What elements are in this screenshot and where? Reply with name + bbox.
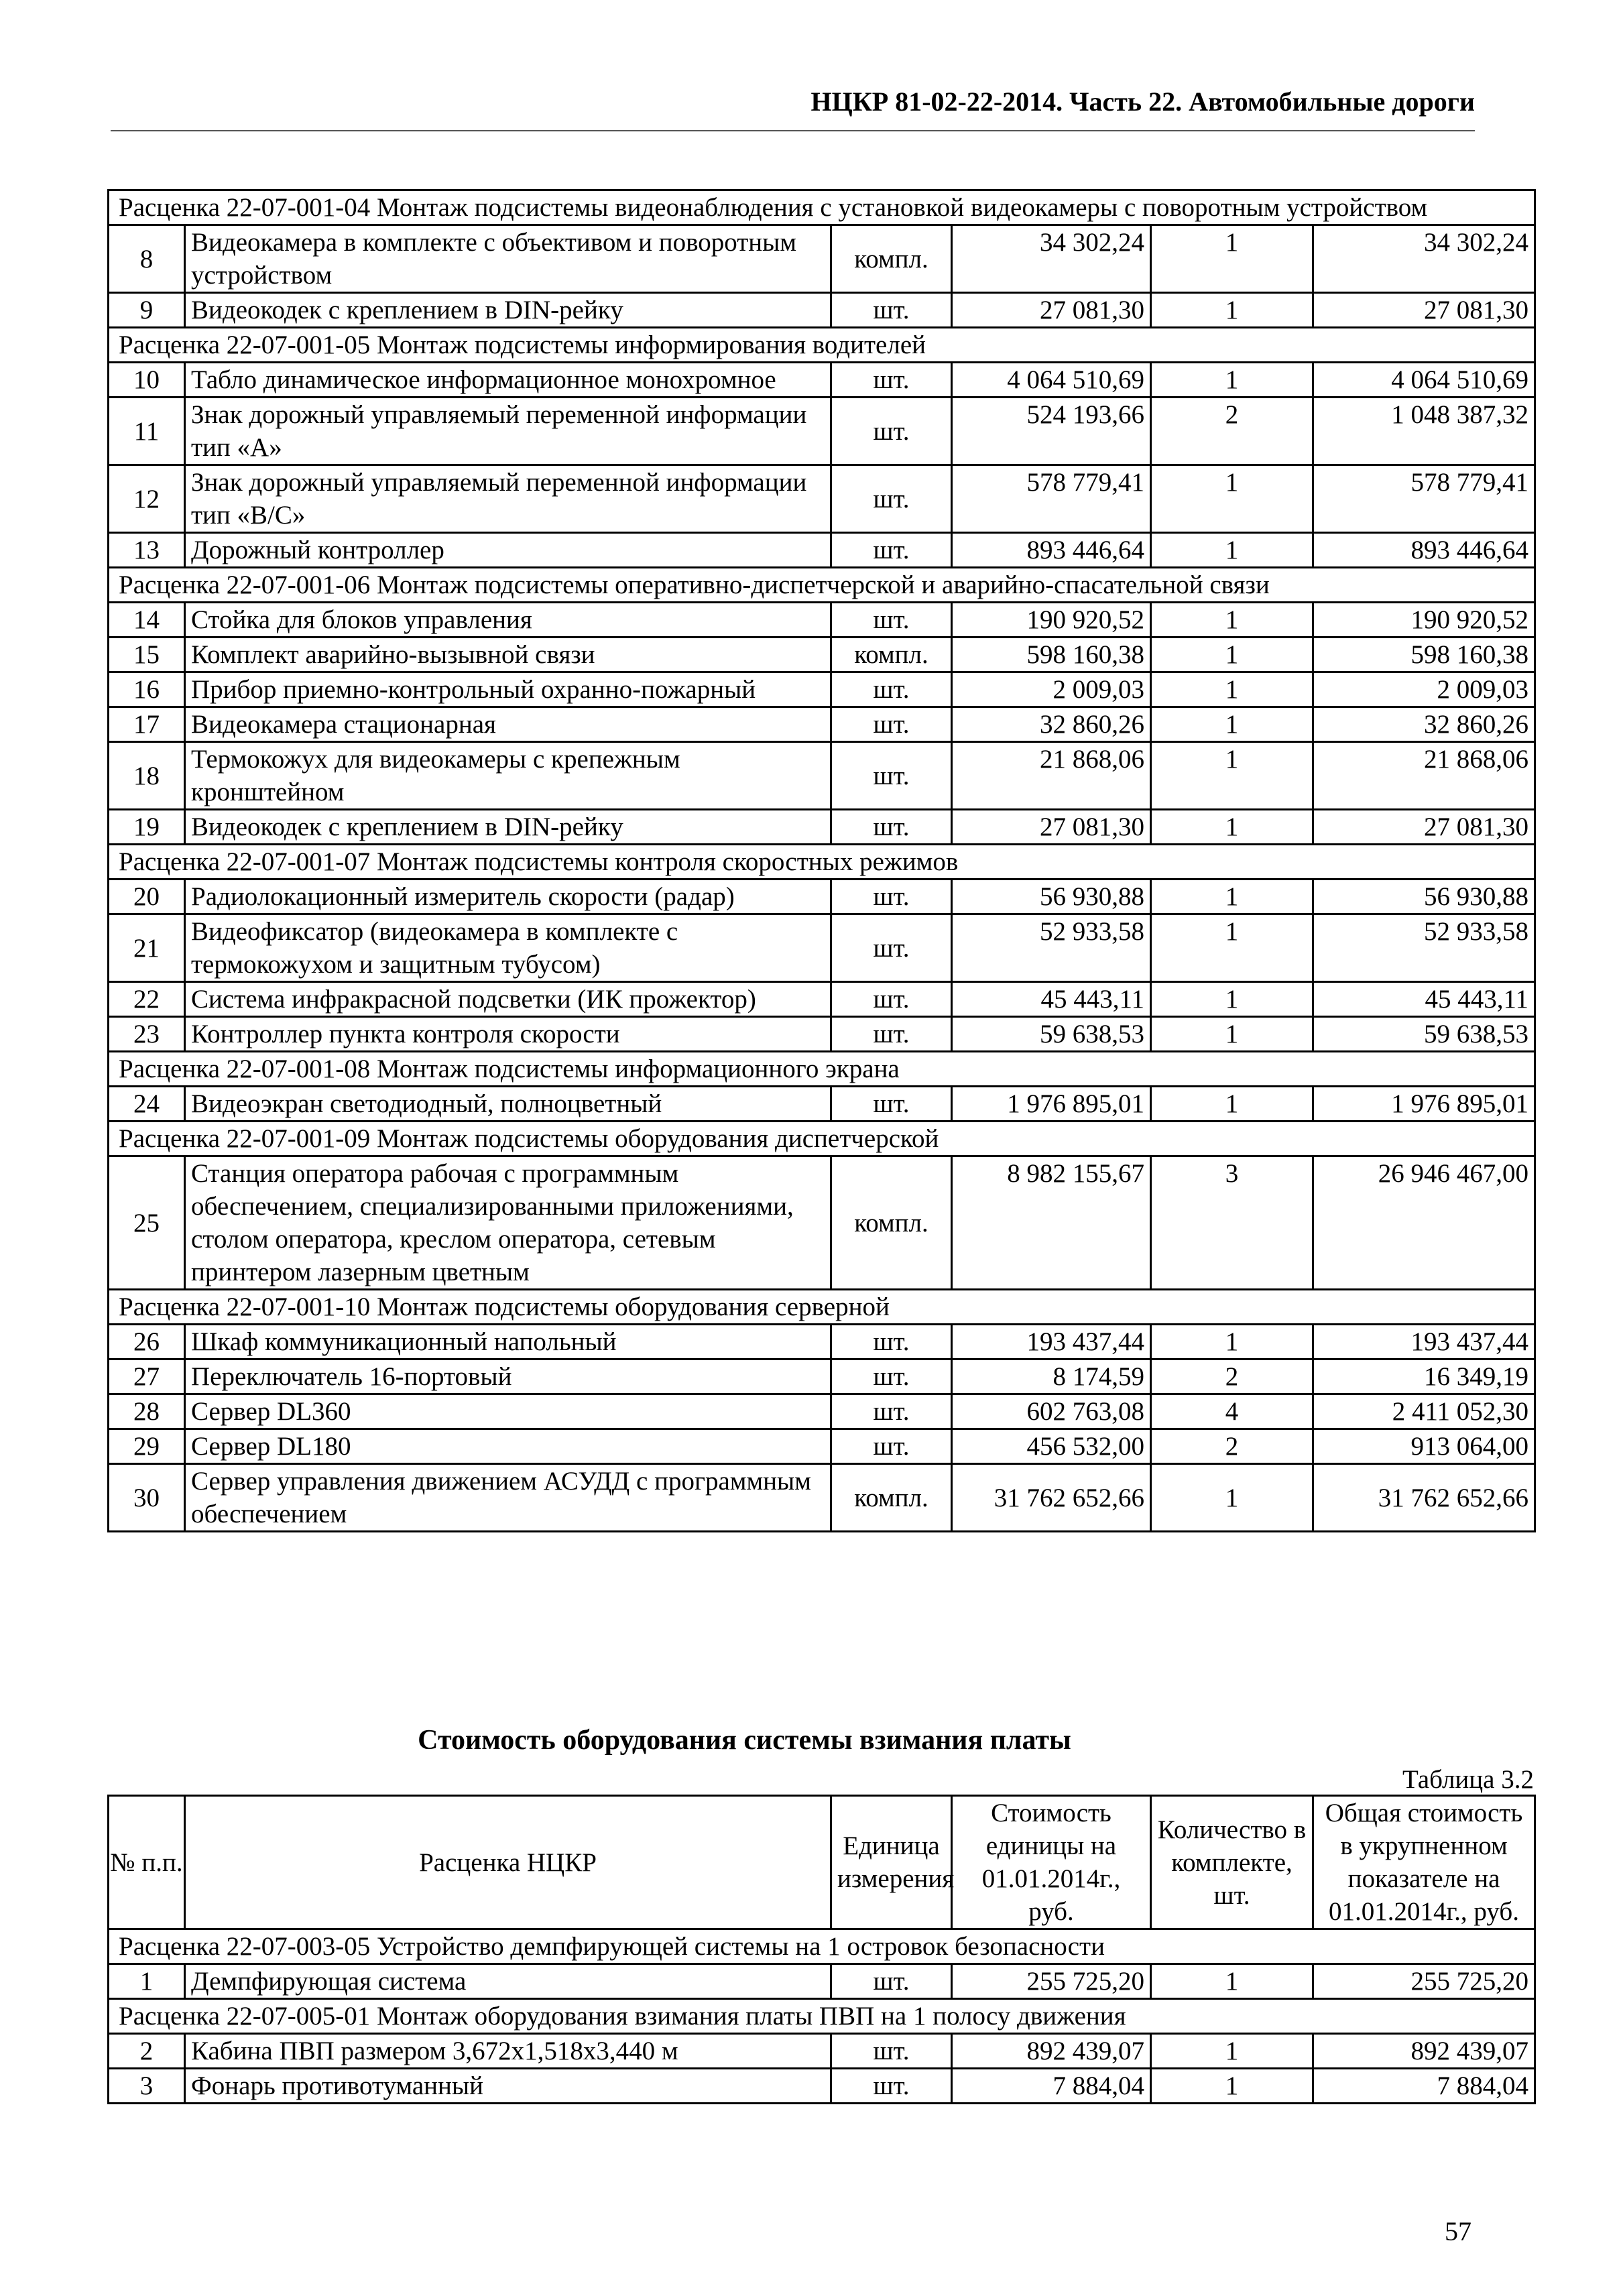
cell-qty: 1	[1151, 363, 1313, 398]
table-row	[109, 225, 1535, 293]
cell-price: 893 446,64	[952, 533, 1151, 568]
cell-unit: шт.	[831, 363, 952, 398]
column-header: № п.п.	[109, 1796, 185, 1929]
section-label: Расценка 22-07-001-05 Монтаж подсистемы информирования водителей	[109, 328, 1535, 363]
cell-price: 31 762 652,66	[952, 1464, 1151, 1532]
cell-total: 190 920,52	[1313, 603, 1535, 638]
cell-qty: 4	[1151, 1394, 1313, 1429]
cell-qty: 1	[1151, 2069, 1313, 2104]
cell-total: 913 064,00	[1313, 1429, 1535, 1464]
cell-name: Станция оператора рабочая с программным обеспечением, специализированными приложениями, столом оператора, креслом оператора, сетевым принтером лазерным цветным	[185, 1156, 831, 1290]
cell-price: 892 439,07	[952, 2034, 1151, 2069]
cell-qty: 1	[1151, 1464, 1313, 1532]
cell-num: 29	[109, 1429, 185, 1464]
cell-total: 34 302,24	[1313, 225, 1535, 293]
cell-total: 59 638,53	[1313, 1017, 1535, 1052]
cell-unit: шт.	[831, 742, 952, 810]
cell-unit: шт.	[831, 914, 952, 982]
cell-total: 27 081,30	[1313, 810, 1535, 845]
cell-unit: компл.	[831, 638, 952, 672]
section-row	[109, 568, 1535, 603]
cell-qty: 1	[1151, 707, 1313, 742]
cell-num: 2	[109, 2034, 185, 2069]
cell-price: 2 009,03	[952, 672, 1151, 707]
cell-total: 32 860,26	[1313, 707, 1535, 742]
column-header: Количество в комплекте, шт.	[1151, 1796, 1313, 1929]
cell-total: 21 868,06	[1313, 742, 1535, 810]
cell-price: 602 763,08	[952, 1394, 1151, 1429]
column-header: Стоимость единицы на 01.01.2014г., руб.	[952, 1796, 1151, 1929]
cell-total: 598 160,38	[1313, 638, 1535, 672]
column-header: Расценка НЦКР	[185, 1796, 831, 1929]
table-row	[109, 1325, 1535, 1360]
table-row	[109, 533, 1535, 568]
cell-name: Прибор приемно-контрольный охранно-пожарный	[185, 672, 831, 707]
section-row	[109, 1999, 1535, 2034]
cell-name: Видеокамера в комплекте с объективом и поворотным устройством	[185, 225, 831, 293]
cell-num: 15	[109, 638, 185, 672]
cell-qty: 1	[1151, 880, 1313, 914]
section-row	[109, 1052, 1535, 1087]
section-label: Расценка 22-07-001-10 Монтаж подсистемы оборудования серверной	[109, 1290, 1535, 1325]
column-header: Единица измерения	[831, 1796, 952, 1929]
cell-num: 11	[109, 398, 185, 465]
toll-equipment-table	[107, 1795, 1536, 2104]
table-row	[109, 707, 1535, 742]
cell-qty: 1	[1151, 810, 1313, 845]
cell-total: 56 930,88	[1313, 880, 1535, 914]
cell-name: Демпфирующая система	[185, 1964, 831, 1999]
cell-price: 456 532,00	[952, 1429, 1151, 1464]
table-row	[109, 914, 1535, 982]
cell-name: Сервер DL360	[185, 1394, 831, 1429]
cell-num: 8	[109, 225, 185, 293]
cell-unit: шт.	[831, 1087, 952, 1122]
cell-num: 25	[109, 1156, 185, 1290]
cell-unit: шт.	[831, 2069, 952, 2104]
table-row	[109, 1087, 1535, 1122]
cell-num: 21	[109, 914, 185, 982]
table-row	[109, 1360, 1535, 1394]
cell-qty: 1	[1151, 603, 1313, 638]
cell-num: 17	[109, 707, 185, 742]
cell-unit: шт.	[831, 603, 952, 638]
cell-total: 892 439,07	[1313, 2034, 1535, 2069]
table-row	[109, 293, 1535, 328]
cell-name: Кабина ПВП размером 3,672x1,518x3,440 м	[185, 2034, 831, 2069]
table-row	[109, 672, 1535, 707]
table-row	[109, 638, 1535, 672]
cell-qty: 1	[1151, 982, 1313, 1017]
table-row	[109, 603, 1535, 638]
cell-name: Видеофиксатор (видеокамера в комплекте с термокожухом и защитным тубусом)	[185, 914, 831, 982]
cell-unit: компл.	[831, 1464, 952, 1532]
cell-total: 578 779,41	[1313, 465, 1535, 533]
table-row	[109, 2034, 1535, 2069]
cell-total: 2 411 052,30	[1313, 1394, 1535, 1429]
cell-qty: 1	[1151, 672, 1313, 707]
section-row	[109, 328, 1535, 363]
cell-qty: 1	[1151, 533, 1313, 568]
table-row	[109, 982, 1535, 1017]
page-number: 57	[1445, 2216, 1471, 2246]
section-label: Расценка 22-07-001-06 Монтаж подсистемы оперативно-диспетчерской и аварийно-спасательной связи	[109, 568, 1535, 603]
table-row	[109, 1429, 1535, 1464]
cell-name: Термокожух для видеокамеры с крепежным кронштейном	[185, 742, 831, 810]
cell-num: 23	[109, 1017, 185, 1052]
cell-unit: шт.	[831, 707, 952, 742]
cell-unit: шт.	[831, 1325, 952, 1360]
table-row	[109, 880, 1535, 914]
section-row	[109, 1929, 1535, 1964]
table-header-row	[109, 1796, 1535, 1929]
cell-unit: шт.	[831, 810, 952, 845]
cell-total: 1 048 387,32	[1313, 398, 1535, 465]
cell-num: 27	[109, 1360, 185, 1394]
cell-num: 10	[109, 363, 185, 398]
cell-name: Комплект аварийно-вызывной связи	[185, 638, 831, 672]
cell-num: 24	[109, 1087, 185, 1122]
section-label: Расценка 22-07-001-09 Монтаж подсистемы оборудования диспетчерской	[109, 1122, 1535, 1156]
section-row	[109, 1122, 1535, 1156]
cell-name: Контроллер пункта контроля скорости	[185, 1017, 831, 1052]
cell-price: 7 884,04	[952, 2069, 1151, 2104]
cell-unit: шт.	[831, 1429, 952, 1464]
table-row	[109, 2069, 1535, 2104]
cell-num: 16	[109, 672, 185, 707]
running-header: НЦКР 81-02-22-2014. Часть 22. Автомобильные дороги	[810, 86, 1475, 117]
table-row	[109, 398, 1535, 465]
cell-qty: 1	[1151, 1964, 1313, 1999]
cell-total: 26 946 467,00	[1313, 1156, 1535, 1290]
cell-unit: шт.	[831, 672, 952, 707]
section-label: Расценка 22-07-001-04 Монтаж подсистемы видеонаблюдения с установкой видеокамеры с поворотным устройством	[109, 190, 1535, 225]
cell-price: 8 174,59	[952, 1360, 1151, 1394]
cell-num: 12	[109, 465, 185, 533]
section-label: Расценка 22-07-001-07 Монтаж подсистемы контроля скоростных режимов	[109, 845, 1535, 880]
cell-num: 1	[109, 1964, 185, 1999]
cell-name: Дорожный контроллер	[185, 533, 831, 568]
cell-qty: 1	[1151, 638, 1313, 672]
cell-unit: шт.	[831, 1017, 952, 1052]
cell-price: 45 443,11	[952, 982, 1151, 1017]
cell-price: 27 081,30	[952, 293, 1151, 328]
cell-num: 22	[109, 982, 185, 1017]
table-number: Таблица 3.2	[1402, 1765, 1534, 1794]
cell-qty: 1	[1151, 465, 1313, 533]
cell-name: Система инфракрасной подсветки (ИК прожектор)	[185, 982, 831, 1017]
cell-price: 193 437,44	[952, 1325, 1151, 1360]
cell-qty: 1	[1151, 1087, 1313, 1122]
cell-price: 52 933,58	[952, 914, 1151, 982]
equipment-table-continued	[107, 189, 1536, 1532]
cell-total: 1 976 895,01	[1313, 1087, 1535, 1122]
cell-unit: компл.	[831, 1156, 952, 1290]
cell-name: Радиолокационный измеритель скорости (радар)	[185, 880, 831, 914]
cell-price: 32 860,26	[952, 707, 1151, 742]
cell-name: Стойка для блоков управления	[185, 603, 831, 638]
cell-unit: шт.	[831, 1964, 952, 1999]
cell-num: 28	[109, 1394, 185, 1429]
cell-price: 190 920,52	[952, 603, 1151, 638]
cell-qty: 1	[1151, 225, 1313, 293]
cell-name: Знак дорожный управляемый переменной информации тип «В/С»	[185, 465, 831, 533]
cell-num: 3	[109, 2069, 185, 2104]
cell-total: 45 443,11	[1313, 982, 1535, 1017]
cell-name: Видеоэкран светодиодный, полноцветный	[185, 1087, 831, 1122]
cell-unit: шт.	[831, 2034, 952, 2069]
section-row	[109, 1290, 1535, 1325]
cell-total: 193 437,44	[1313, 1325, 1535, 1360]
cell-qty: 2	[1151, 1429, 1313, 1464]
cell-num: 14	[109, 603, 185, 638]
cell-num: 30	[109, 1464, 185, 1532]
cell-qty: 1	[1151, 1017, 1313, 1052]
cell-qty: 1	[1151, 293, 1313, 328]
cell-qty: 3	[1151, 1156, 1313, 1290]
cell-name: Табло динамическое информационное монохромное	[185, 363, 831, 398]
cell-unit: компл.	[831, 225, 952, 293]
cell-unit: шт.	[831, 293, 952, 328]
cell-total: 16 349,19	[1313, 1360, 1535, 1394]
section-row	[109, 845, 1535, 880]
cell-price: 598 160,38	[952, 638, 1151, 672]
cell-total: 7 884,04	[1313, 2069, 1535, 2104]
table-row	[109, 1394, 1535, 1429]
cell-unit: шт.	[831, 398, 952, 465]
table-row	[109, 1017, 1535, 1052]
cell-name: Знак дорожный управляемый переменной информации тип «А»	[185, 398, 831, 465]
table-row	[109, 742, 1535, 810]
cell-name: Видеокамера стационарная	[185, 707, 831, 742]
cell-total: 31 762 652,66	[1313, 1464, 1535, 1532]
cell-total: 27 081,30	[1313, 293, 1535, 328]
cell-name: Фонарь противотуманный	[185, 2069, 831, 2104]
cell-unit: шт.	[831, 465, 952, 533]
table-row	[109, 363, 1535, 398]
section-row	[109, 190, 1535, 225]
cell-unit: шт.	[831, 880, 952, 914]
cell-total: 4 064 510,69	[1313, 363, 1535, 398]
cell-qty: 1	[1151, 2034, 1313, 2069]
table-row	[109, 1464, 1535, 1532]
cell-num: 9	[109, 293, 185, 328]
cell-name: Сервер управления движением АСУДД с программным обеспечением	[185, 1464, 831, 1532]
cell-unit: шт.	[831, 1394, 952, 1429]
header-divider	[111, 130, 1475, 131]
cell-price: 578 779,41	[952, 465, 1151, 533]
table-row	[109, 1964, 1535, 1999]
cell-unit: шт.	[831, 533, 952, 568]
cell-unit: шт.	[831, 982, 952, 1017]
cell-price: 56 930,88	[952, 880, 1151, 914]
cell-name: Сервер DL180	[185, 1429, 831, 1464]
cell-qty: 1	[1151, 1325, 1313, 1360]
section-title: Стоимость оборудования системы взимания платы	[418, 1725, 1071, 1756]
cell-price: 1 976 895,01	[952, 1087, 1151, 1122]
section-label: Расценка 22-07-001-08 Монтаж подсистемы информационного экрана	[109, 1052, 1535, 1087]
cell-name: Видеокодек с креплением в DIN-рейку	[185, 810, 831, 845]
column-header: Общая стоимость в укрупненном показателе на 01.01.2014г., руб.	[1313, 1796, 1535, 1929]
cell-num: 18	[109, 742, 185, 810]
cell-total: 52 933,58	[1313, 914, 1535, 982]
table-row	[109, 810, 1535, 845]
cell-price: 4 064 510,69	[952, 363, 1151, 398]
cell-name: Шкаф коммуникационный напольный	[185, 1325, 831, 1360]
cell-price: 27 081,30	[952, 810, 1151, 845]
table-row	[109, 465, 1535, 533]
cell-price: 59 638,53	[952, 1017, 1151, 1052]
cell-qty: 1	[1151, 914, 1313, 982]
cell-name: Переключатель 16-портовый	[185, 1360, 831, 1394]
table-row	[109, 1156, 1535, 1290]
cell-price: 21 868,06	[952, 742, 1151, 810]
cell-num: 13	[109, 533, 185, 568]
cell-price: 34 302,24	[952, 225, 1151, 293]
cell-unit: шт.	[831, 1360, 952, 1394]
cell-total: 2 009,03	[1313, 672, 1535, 707]
cell-name: Видеокодек с креплением в DIN-рейку	[185, 293, 831, 328]
cell-num: 26	[109, 1325, 185, 1360]
cell-qty: 1	[1151, 742, 1313, 810]
cell-total: 893 446,64	[1313, 533, 1535, 568]
cell-num: 20	[109, 880, 185, 914]
section-label: Расценка 22-07-005-01 Монтаж оборудования взимания платы ПВП на 1 полосу движения	[109, 1999, 1535, 2034]
cell-price: 255 725,20	[952, 1964, 1151, 1999]
cell-qty: 2	[1151, 1360, 1313, 1394]
cell-qty: 2	[1151, 398, 1313, 465]
cell-total: 255 725,20	[1313, 1964, 1535, 1999]
cell-num: 19	[109, 810, 185, 845]
cell-price: 524 193,66	[952, 398, 1151, 465]
cell-price: 8 982 155,67	[952, 1156, 1151, 1290]
section-label: Расценка 22-07-003-05 Устройство демпфирующей системы на 1 островок безопасности	[109, 1929, 1535, 1964]
